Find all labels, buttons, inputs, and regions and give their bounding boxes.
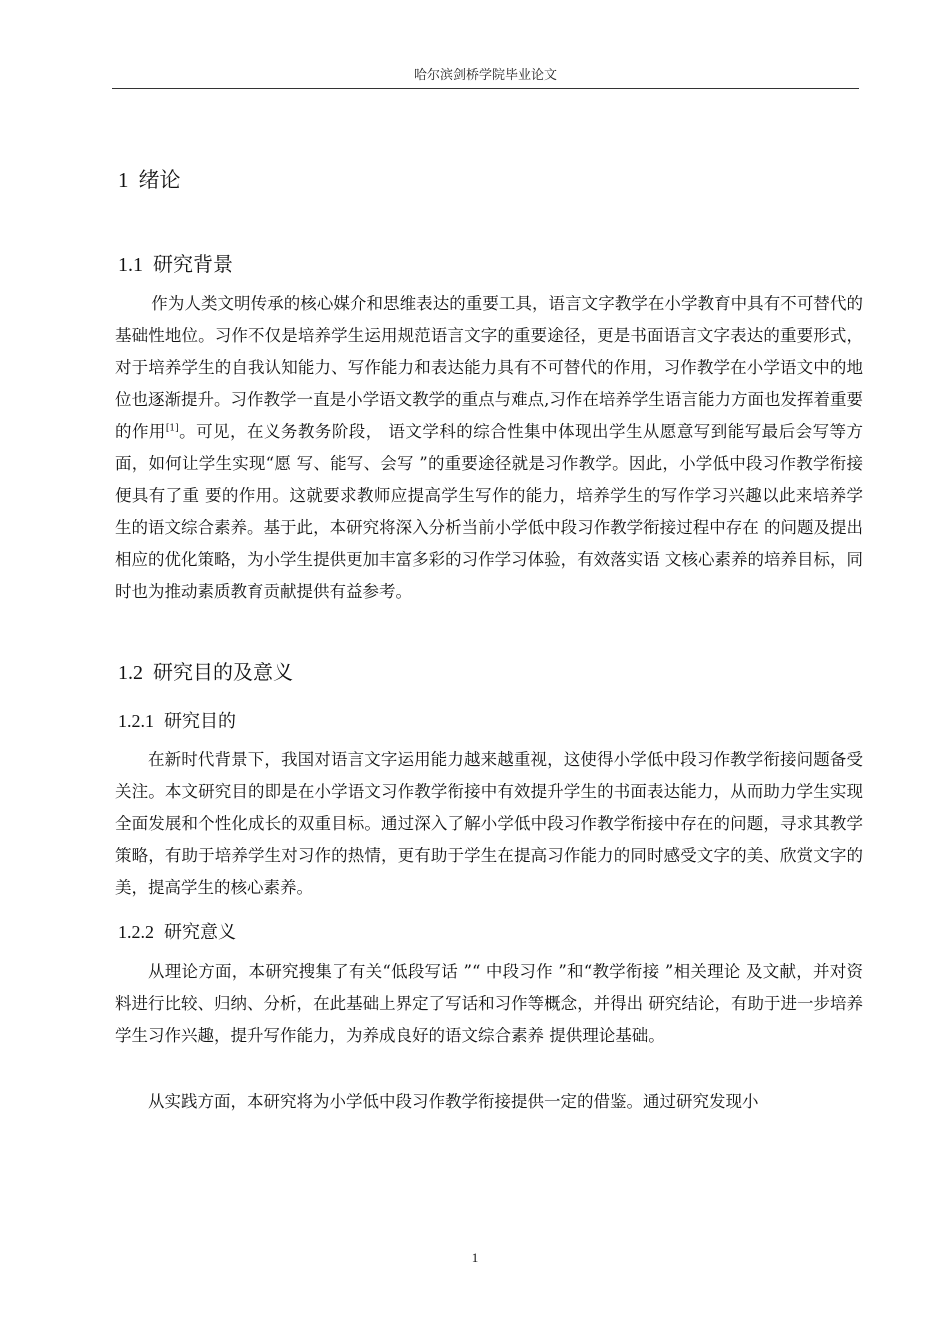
paragraph-theoretical-significance: 从理论方面，本研究搜集了有关“低段写话 ”“ 中段习作 ”和“教学衔接 ”相关理论 及文献，并对资料进行比较、归纳、分析，在此基础上界定了写话和习作等概念，并得出 研究结论，有助于进一步培养学生习作兴趣，提升写作能力，为养成良好的语文综合素养 提供理论基础。 xyxy=(115,962,863,1045)
section-number: 1.2 xyxy=(118,662,143,684)
subsection-heading-1-2-2 xyxy=(118,918,236,944)
citation-ref[interactable]: [1] xyxy=(165,423,179,434)
paragraph-text: 作为人类文明传承的核心媒介和思维表达的重要工具，语言文字教学在小学教育中具有不可替代的基础性地位。习作不仅是培养学生运用规范语言文字的重要途径，更是书面语言文字表达的重要形式，对于培养学生的自我认知能力、写作能力和表达能力具有不可替代的作用，习作教学在小学语文中的地位也逐渐提升。习作教学一直是小学语文教学的重点与难点,习作在培养学生语言能力方面也发挥着重要的作用 xyxy=(115,294,863,441)
section-title: 研究目的及意义 xyxy=(153,660,293,684)
subsection-number: 1.2.1 xyxy=(118,711,154,731)
paragraph-text-cont: 。可见，在义务教务阶段， 语文学科的综合性集中体现出学生从愿意写到能写最后会写等方面，如何让学生实现“愿 写、能写、会写 ”的重要途径就是习作教学。因此，小学低中段习作教学衔接便具有了重 要的作用。这就要求教师应提高学生写作的能力，培养学生的写作学习兴趣以此来培养学 生的语文综合素养。基于此，本研究将深入分析当前小学低中段习作教学衔接过程中存在 的问题及提出相应的优化策略，为小学生提供更加丰富多彩的习作学习体验，有效落实语 文核心素养的培养目标，同时也为推动素质教育贡献提供有益参考。 xyxy=(115,422,864,601)
page-header: 哈尔滨剑桥学院毕业论文 xyxy=(413,68,557,83)
chapter-title: 绪论 xyxy=(138,168,181,192)
section-number: 1.1 xyxy=(118,254,143,276)
section-heading-1-2 xyxy=(118,656,293,685)
chapter-number: 1 xyxy=(118,168,129,192)
subsection-title: 研究目的 xyxy=(164,711,236,732)
page-number: 1 xyxy=(471,1250,479,1265)
subsection-heading-1-2-1 xyxy=(118,707,236,733)
header-rule xyxy=(112,88,859,89)
subsection-title: 研究意义 xyxy=(164,922,236,943)
paragraph-practical-significance: 从实践方面，本研究将为小学低中段习作教学衔接提供一定的借鉴。通过研究发现小 xyxy=(148,1092,759,1111)
subsection-number: 1.2.2 xyxy=(118,922,154,942)
paragraph-research-purpose: 在新时代背景下，我国对语言文字运用能力越来越重视，这使得小学低中段习作教学衔接问题备受关注。本文研究目的即是在小学语文习作教学衔接中有效提升学生的书面表达能力，从而助力学生实现全面发展和个性化成长的双重目标。通过深入了解小学低中段习作教学衔接中存在的问题，寻求其教学策略，有助于培养学生对习作的热情，更有助于学生在提高习作能力的同时感受文字的美、欣赏文字的美，提高学生的核心素养。 xyxy=(115,750,863,897)
paragraph-research-background xyxy=(115,288,863,608)
section-title: 研究背景 xyxy=(153,252,233,276)
section-heading-1-1 xyxy=(118,248,233,277)
chapter-heading xyxy=(118,164,181,194)
